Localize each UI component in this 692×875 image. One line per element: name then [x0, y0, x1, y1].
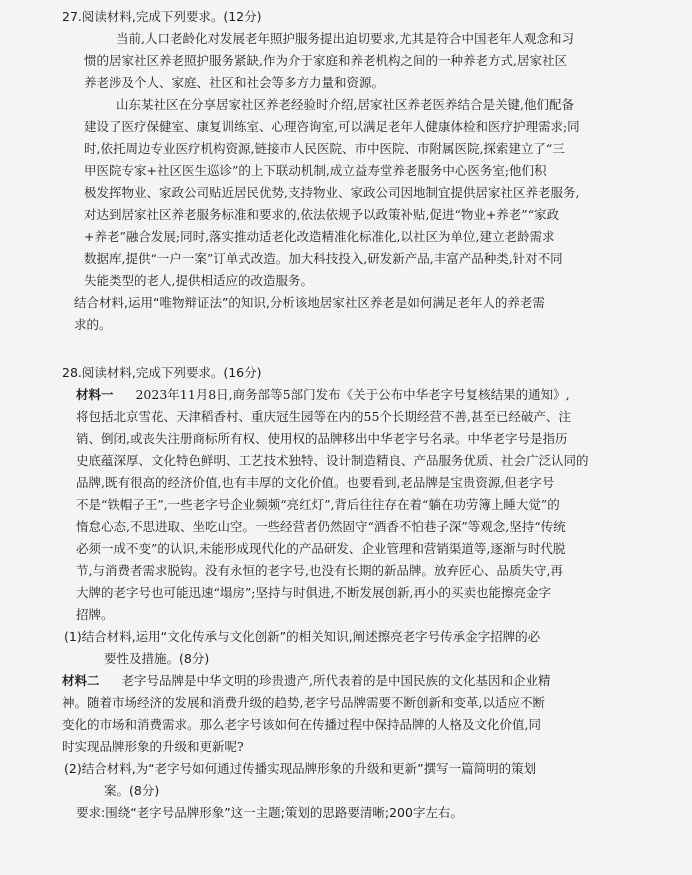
- material-line: 惰怠心态,不思进取、坐吃山空。一些经营者仍然固守“酒香不怕巷子深”等观念,坚持“传统: [76, 519, 566, 534]
- material-line: 神。随着市场经济的发展和消费升级的趋势,老字号品牌需要不断创新和变革,以适应不断: [62, 695, 545, 710]
- sub-question-2: [0, 758, 692, 802]
- material-line: 甲医院专家+社区医生巡诊”的上下联动机制,成立益寿堂养老服务中心医务室;他们积: [84, 163, 547, 178]
- question-27: [0, 6, 692, 336]
- material-line: 史底蕴深厚、文化特色鲜明、工艺技术独特、设计制造精良、产品服务优质、社会广泛认同的: [76, 453, 589, 468]
- material-line: 品牌,既有很高的经济价值,也有丰厚的文化价值。也要看到,老品牌是宝贵资源,但老字号: [76, 475, 555, 490]
- material-line: 山东某社区在分享居家社区养老经验时介绍,居家社区养老医养结合是关键,他们配备: [116, 97, 574, 112]
- sub-question-line: 案。(8分): [104, 783, 160, 798]
- material-line: 大牌的老字号也可能迅速“塌房”;坚持与时俱进,不断发展创新,再小的买卖也能擦亮金字: [76, 585, 551, 600]
- question-28: [0, 362, 692, 824]
- material-line: 将包括北京雪花、天津稻香村、重庆冠生园等在内的55个长期经营不善,甚至已经破产、注: [76, 409, 571, 424]
- sub-question-line: (1)结合材料,运用“文化传承与文化创新”的相关知识,阐述擦亮老字号传承金字招牌的必: [64, 629, 541, 644]
- material-line: 极发挥物业、家政公司贴近居民优势,支持物业、家政公司因地制宜提供居家社区养老服务,: [84, 185, 580, 200]
- prompt-line: 结合材料,运用“唯物辩证法”的知识,分析该地居家社区养老是如何满足老年人的养老需: [74, 295, 545, 310]
- material-one: [0, 384, 692, 626]
- material-line: 养老涉及个人、家庭、社区和社会等多方力量和资源。: [84, 75, 385, 90]
- material-line: 惯的居家社区养老照护服务紧缺,作为介于家庭和养老机构之间的一种养老方式,居家社区: [84, 53, 567, 68]
- sub-question-1: [0, 626, 692, 670]
- material-line: 必须一成不变”的认识,未能形成现代化的产品研发、企业管理和营销渠道等,逐渐与时代脱: [76, 541, 566, 556]
- material-line: 不是“铁帽子王”,一些老字号企业频频“亮红灯”,背后往往存在着“躺在功劳簿上睡大觉”的: [76, 497, 560, 512]
- question-27-heading: 27.阅读材料,完成下列要求。(12分): [62, 9, 262, 24]
- material-line: 建设了医疗保健室、康复训练室、心理咨询室,可以满足老年人健康体检和医疗护理需求;同: [84, 119, 580, 134]
- requirement-text: 要求:围绕“老字号品牌形象”这一主题;策划的思路要清晰;200字左右。: [76, 805, 463, 820]
- material-line: 时实现品牌形象的升级和更新呢?: [62, 739, 244, 754]
- material-line: 节,与消费者需求脱钩。没有永恒的老字号,也没有长期的新品牌。放弃匠心、品质失守,再: [76, 563, 563, 578]
- sub-question-line: 要性及措施。(8分): [104, 651, 210, 666]
- material-line: 销、倒闭,或丧失注册商标所有权、使用权的品牌移出中华老字号名录。中华老字号是指历: [76, 431, 568, 446]
- material-line: 变化的市场和消费需求。那么老字号该如何在传播过程中保持品牌的人格及文化价值,同: [62, 717, 541, 732]
- material-line: +养老”融合发展;同时,落实推动适老化改造精准化标准化,以社区为单位,建立老龄需求: [84, 229, 555, 244]
- material-line: 老字号品牌是中华文明的珍贵遗产,所代表着的是中国民族的文化基因和企业精: [121, 673, 551, 688]
- question-28-heading: 28.阅读材料,完成下列要求。(16分): [62, 365, 262, 380]
- material-two-label: 材料二: [62, 673, 100, 688]
- question-27-material: [0, 28, 692, 292]
- material-line: 招牌。: [76, 607, 114, 622]
- sub-question-line: (2)结合材料,为“老字号如何通过传播实现品牌形象的升级和更新”撰写一篇简明的策划: [64, 761, 537, 776]
- material-line: 时,依托周边专业医疗机构资源,链接市人民医院、市中医院、市附属医院,探索建立了“三: [84, 141, 565, 156]
- material-two: [0, 670, 692, 758]
- material-line: 数据库,提供“一户一案”订单式改造。加大科技投入,研发新产品,丰富产品种类,针对不同: [84, 251, 563, 266]
- material-line: 失能类型的老人,提供相适应的改造服务。: [84, 273, 313, 288]
- question-27-prompt: [0, 292, 692, 336]
- material-one-label: 材料一: [76, 387, 114, 402]
- material-line: 2023年11月8日,商务部等5部门发布《关于公布中华老字号复核结果的通知》,: [135, 387, 570, 402]
- prompt-line: 求的。: [74, 317, 112, 332]
- material-line: 当前,人口老龄化对发展老年照护服务提出迫切要求,尤其是符合中国老年人观念和习: [116, 31, 574, 46]
- material-line: 对达到居家社区养老服务标准和要求的,依法依规予以政策补贴,促进“物业+养老”“家政: [84, 207, 560, 222]
